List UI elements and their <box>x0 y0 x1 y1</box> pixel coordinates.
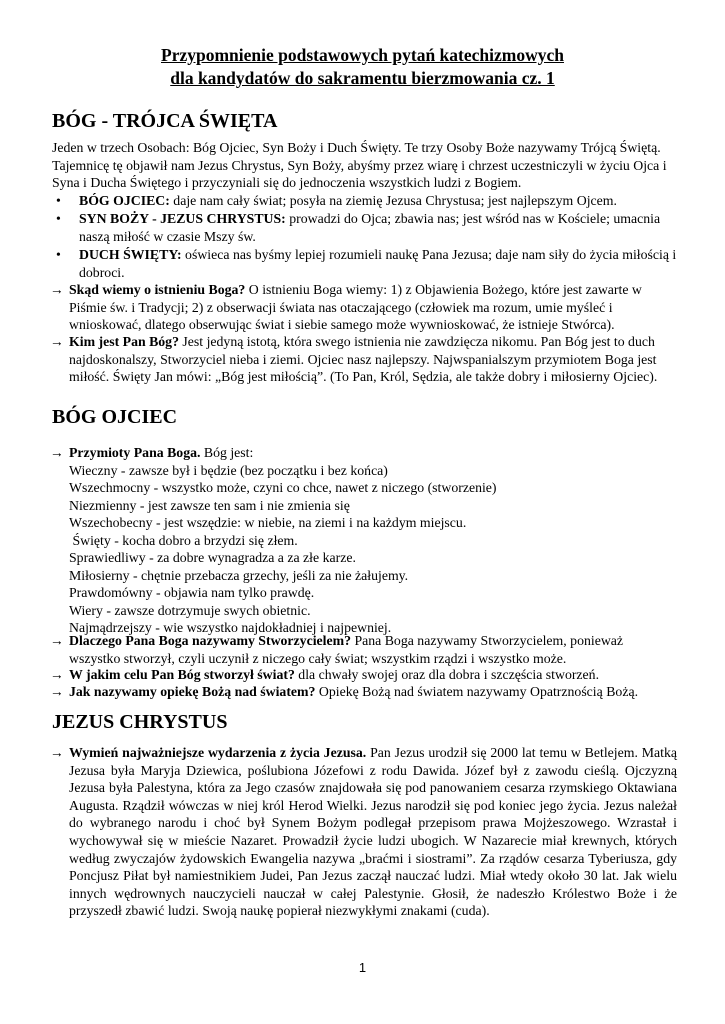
answer-text: Pan Jezus urodził się 2000 lat temu w Betlejem. Matką Jezusa była Maryja Dziewica, poślubiona Józefowi z rodu Dawida. Józef był z zawodu cieślą. Ojczyzną Jezusa była Palestyna, która za Jego czasów znajdowała się pod panowaniem cesarza rzymskiego Oktawiana Augusta. Rządził wówczas w niej król Herod Wielki. Jezus narodził się pod koniec jego życia. Jezus należał do wybranego narodu i choć był Synem Bożym podlegał przepisom prawa Mojżeszowego. Wzrastał i wychowywał się w mieście Nazaret. Prowadził życie ludzi ubogich. W Nazarecie miał krewnych, których według zwyczajów żydowskich Ewangelia nazywa „braćmi i siostrami”. Za rządów cesarza Tyberiusza, gdy Poncjusz Piłat był namiestnikiem Judei, Pan Jezus zaczął nauczać ludzi. Miał wtedy około 30 lat. Jak wielu innych wędrownych nauczycieli nauczał w całej Palestynie. Głosił, że nadeszło Królestwo Boże i że przyszedł zbawić ludzi. Swoją naukę popierał niezwykłymi znakami (cuda). <box>69 745 678 919</box>
attribute-item: Wiery - zawsze dotrzymuje swych obietnic. <box>69 603 311 618</box>
question-text: Przymioty Pana Boga. <box>69 445 201 460</box>
question-text: Kim jest Pan Bóg? <box>69 334 179 349</box>
bullet-text: oświeca nas byśmy lepiej rozumieli naukę Pana Jezusa; daje nam siły do życia miłością i dobroci. <box>79 247 677 280</box>
attribute-item: Sprawiedliwy - za dobre wynagradza a za złe karze. <box>69 550 356 565</box>
attribute-item: Święty - kocha dobro a brzydzi się złem. <box>69 533 298 548</box>
question-text: Wymień najważniejsze wydarzenia z życia Jezusa. <box>69 745 367 760</box>
answer-text: dla chwały swojej oraz dla dobra i szczęścia stworzeń. <box>294 667 600 682</box>
bullet-text: daje nam cały świat; posyła na ziemię Jezusa Chrystusa; jest najlepszym Ojcem. <box>169 193 617 208</box>
bullet-text: prowadzi do Ojca; zbawia nas; jest wśród nas w Kościele; umacnia naszą miłość w czasie Mszy św. <box>79 211 661 244</box>
page-number: 1 <box>358 960 367 975</box>
bullet-term: SYN BOŻY - JEZUS CHRYSTUS: <box>79 211 286 226</box>
question-how-we-know-god <box>69 281 677 334</box>
arrow-icon: → <box>50 445 64 460</box>
bullet-term: DUCH ŚWIĘTY: <box>79 247 182 262</box>
question-text: Dlaczego Pana Boga nazywamy Stworzycielem? <box>69 633 352 648</box>
bullet-holy-spirit <box>79 246 677 281</box>
question-purpose-of-creation <box>69 666 677 684</box>
attribute-item: Najmądrzejszy - wie wszystko najdokładniej i najpewniej. <box>69 620 392 635</box>
bullet-term: BÓG OJCIEC: <box>79 193 170 208</box>
answer-text: Opiekę Bożą nad światem nazywamy Opatrznością Bożą. <box>315 684 639 699</box>
question-text: Jak nazywamy opiekę Bożą nad światem? <box>69 684 316 699</box>
question-who-is-god <box>69 333 677 386</box>
answer-text: O istnieniu Boga wiemy: 1) z Objawienia Bożego, które jest zawarte w Piśmie św. i Tradycji; 2) z obserwacji świata nas otaczającego (człowiek ma rozum, umie myśleć i wnioskować, dlatego obserwując świat i siebie samego może wywnioskować, że istnieje Stwórca). <box>69 282 642 333</box>
section-heading-jesus-christ: JEZUS CHRYSTUS <box>52 711 228 733</box>
attribute-item: Wszechobecny - jest wszędzie: w niebie, na ziemi i na każdym miejscu. <box>69 515 467 530</box>
attribute-item: Wieczny - zawsze był i będzie (bez początku i bez końca) <box>69 463 388 478</box>
document-title-line-2: dla kandydatów do sakramentu bierzmowania cz. 1 <box>170 68 555 88</box>
question-life-of-jesus <box>69 744 677 920</box>
bullet-icon: • <box>56 247 61 262</box>
document-title-line-1: Przypomnienie podstawowych pytań katechizmowych <box>161 45 564 65</box>
arrow-icon: → <box>50 633 64 648</box>
answer-text: Bóg jest: <box>200 445 254 460</box>
arrow-icon: → <box>50 282 64 297</box>
arrow-icon: → <box>50 684 64 699</box>
arrow-icon: → <box>50 667 64 682</box>
question-why-creator <box>69 632 677 667</box>
trinity-intro: Jeden w trzech Osobach: Bóg Ojciec, Syn Boży i Duch Święty. Te trzy Osoby Boże nazywamy Trójcą Świętą. Tajemnicę tę objawił nam Jezus Chrystus, Syn Boży, abyśmy przez wiarę i chrzest uczestniczyli w życiu Ojca i Syna i Ducha Świętego i przyczyniali się do jednoczenia wszystkich ludzi z Bogiem. <box>52 140 667 191</box>
attribute-item: Miłosierny - chętnie przebacza grzechy, jeśli za nie żałujemy. <box>69 568 409 583</box>
answer-text: Pana Boga nazywamy Stworzycielem, ponieważ wszystko stworzył, czyli uczynił z niczego cały świat; wszystkim rządzi i wszystko może. <box>69 633 624 666</box>
bullet-son-of-god <box>79 210 677 245</box>
answer-text: Jest jedyną istotą, która swego istnienia nie zawdzięcza nikomu. Pan Bóg jest to duch najdoskonalszy, Stworzyciel nieba i ziemi. Ojciec nasz najlepszy. Najwspanialszym przymiotem Boga jest miłość. Święty Jan mówi: „Bóg jest miłością”. (To Pan, Król, Sędzia, ale także dobry i miłosierny Ojciec). <box>69 334 658 385</box>
bullet-god-father <box>79 192 677 210</box>
section-heading-god-father: BÓG OJCIEC <box>52 406 178 428</box>
attribute-item: Wszechmocny - wszystko może, czyni co chce, nawet z niczego (stworzenie) <box>69 480 497 495</box>
question-attributes-of-god <box>69 444 677 462</box>
section-heading-trinity: BÓG - TRÓJCA ŚWIĘTA <box>52 110 278 132</box>
question-text: W jakim celu Pan Bóg stworzył świat? <box>69 667 295 682</box>
arrow-icon: → <box>50 745 64 760</box>
question-text: Skąd wiemy o istnieniu Boga? <box>69 282 246 297</box>
bullet-icon: • <box>56 211 61 226</box>
arrow-icon: → <box>50 334 64 349</box>
bullet-icon: • <box>56 193 61 208</box>
attribute-item: Prawdomówny - objawia nam tylko prawdę. <box>69 585 315 600</box>
attribute-item: Niezmienny - jest zawsze ten sam i nie zmienia się <box>69 498 350 513</box>
question-divine-providence <box>69 683 677 701</box>
